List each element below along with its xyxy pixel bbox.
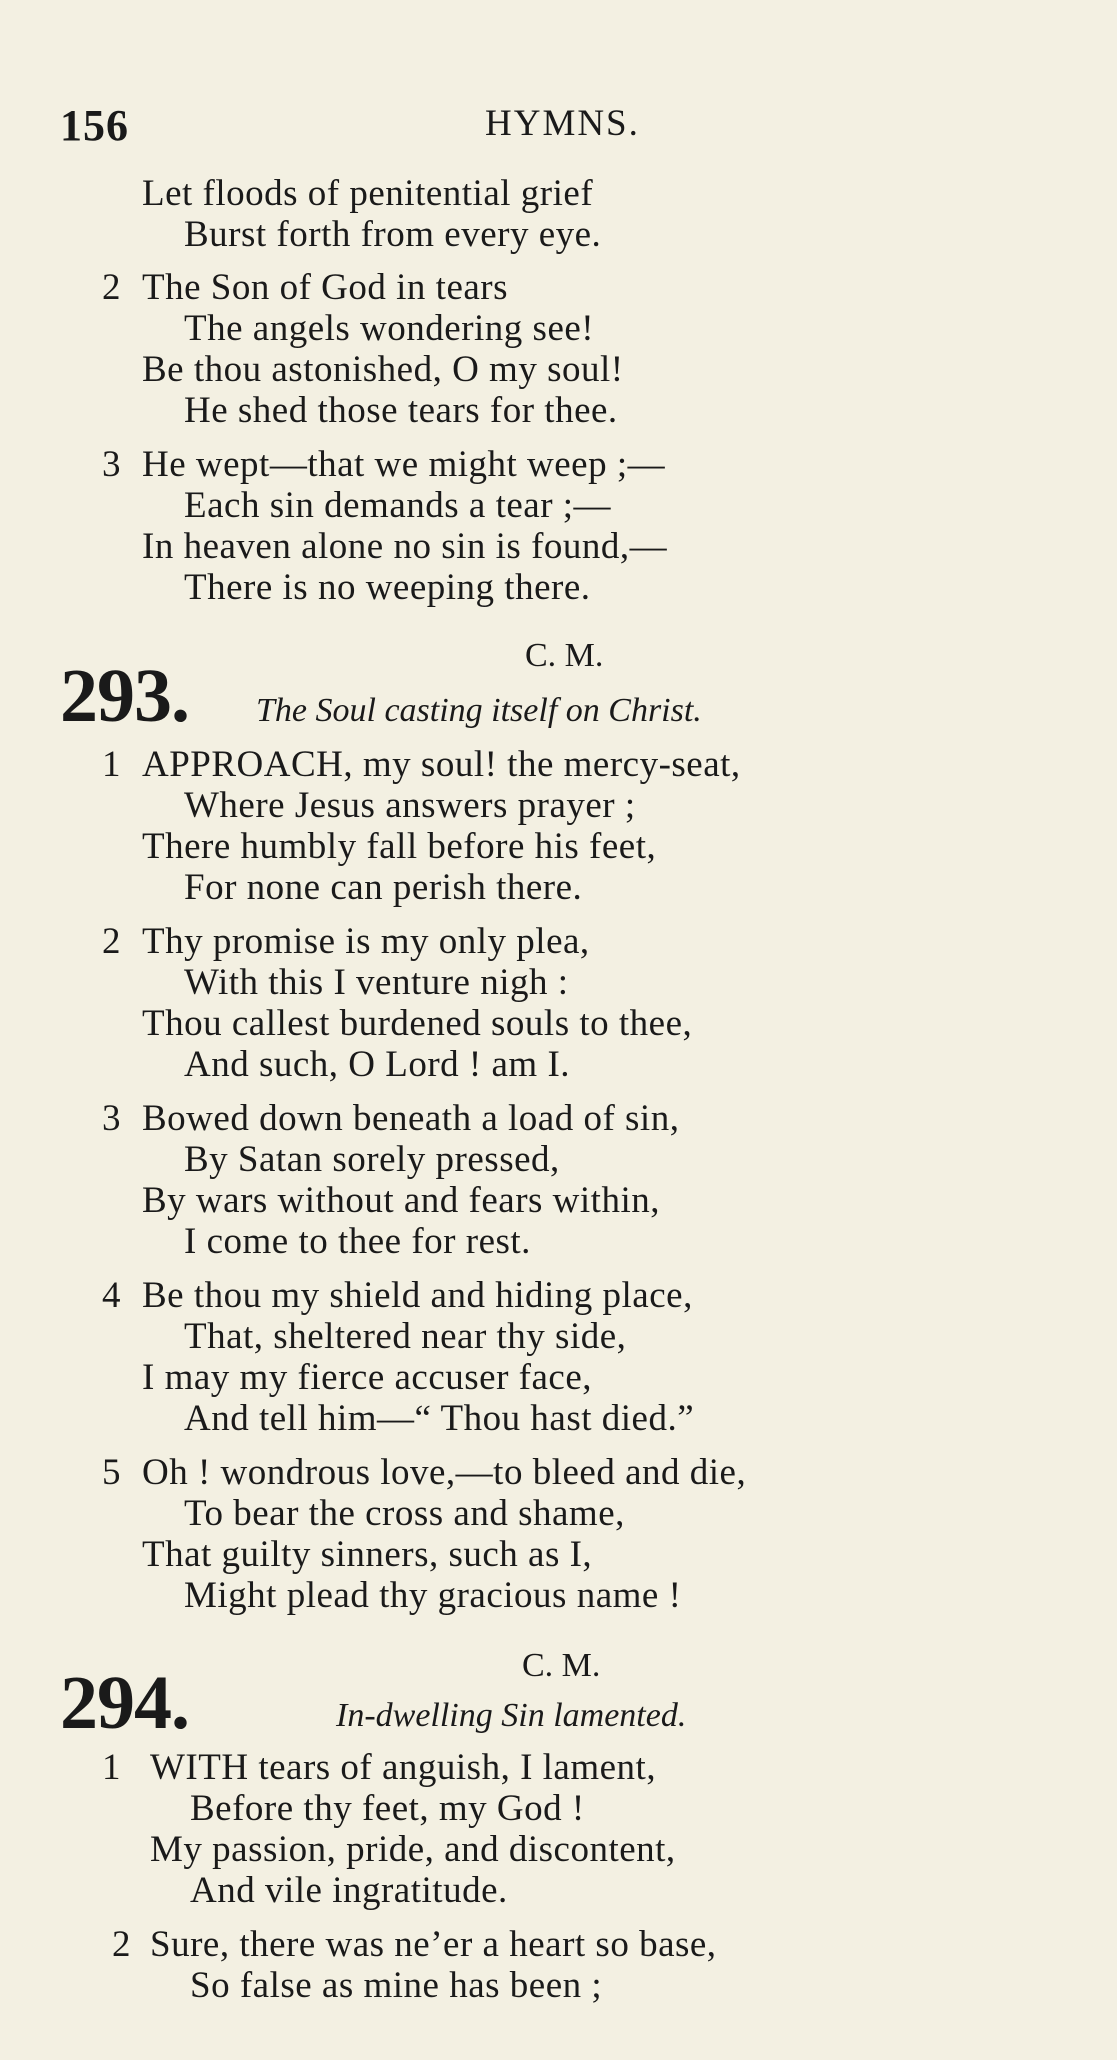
- verse-line: Thy promise is my only plea,: [142, 921, 590, 962]
- verse-line: Before thy feet, my God !: [190, 1788, 585, 1829]
- verse-line: By wars without and fears within,: [142, 1180, 660, 1221]
- verse-line: To bear the cross and shame,: [184, 1493, 625, 1534]
- verse-line: And tell him—“ Thou hast died.”: [184, 1398, 695, 1439]
- verse-line: He shed those tears for thee.: [184, 390, 618, 431]
- verse-number: 3: [102, 1098, 121, 1139]
- hymn-number: 293.: [60, 654, 189, 738]
- verse-line: So false as mine has been ;: [190, 1965, 603, 2006]
- hymn-number: 294.: [60, 1661, 189, 1745]
- hymn-title: The Soul casting itself on Christ.: [256, 692, 702, 729]
- hymn-meter: C. M.: [522, 1647, 601, 1684]
- verse-line: He wept—that we might weep ;—: [142, 444, 666, 485]
- running-head: HYMNS.: [485, 103, 640, 144]
- verse-line: There is no weeping there.: [184, 567, 591, 608]
- verse-line: Burst forth from every eye.: [184, 214, 602, 255]
- verse-line: In heaven alone no sin is found,—: [142, 526, 668, 567]
- verse-number: 2: [102, 267, 121, 308]
- verse-number: 1: [102, 1747, 121, 1788]
- verse-line: With this I venture nigh :: [184, 962, 569, 1003]
- page-number: 156: [60, 101, 129, 150]
- verse-line: That, sheltered near thy side,: [184, 1316, 627, 1357]
- verse-line: Bowed down beneath a load of sin,: [142, 1098, 680, 1139]
- verse-line: And such, O Lord ! am I.: [184, 1044, 571, 1085]
- verse-line: The Son of God in tears: [142, 267, 509, 308]
- verse-line: For none can perish there.: [184, 867, 583, 908]
- verse-line: Let floods of penitential grief: [142, 173, 594, 214]
- verse-line: I come to thee for rest.: [184, 1221, 531, 1262]
- verse-number: 2: [102, 921, 121, 962]
- verse-line: APPROACH, my soul! the mercy-seat,: [142, 744, 741, 785]
- verse-line: My passion, pride, and discontent,: [150, 1829, 676, 1870]
- verse-number: 3: [102, 444, 121, 485]
- verse-line: Might plead thy gracious name !: [184, 1575, 682, 1616]
- verse-number: 5: [102, 1452, 121, 1493]
- verse-line: Be thou my shield and hiding place,: [142, 1275, 693, 1316]
- verse-number: 2: [112, 1924, 131, 1965]
- verse-line: I may my fierce accuser face,: [142, 1357, 592, 1398]
- verse-line: WITH tears of anguish, I lament,: [150, 1747, 657, 1788]
- verse-line: And vile ingratitude.: [190, 1870, 508, 1911]
- verse-line: By Satan sorely pressed,: [184, 1139, 560, 1180]
- verse-line: Be thou astonished, O my soul!: [142, 349, 624, 390]
- verse-line: That guilty sinners, such as I,: [142, 1534, 593, 1575]
- hymn-meter: C. M.: [525, 637, 604, 674]
- verse-number: 1: [102, 744, 121, 785]
- page-header: [60, 100, 960, 150]
- verse-line: Oh ! wondrous love,—to bleed and die,: [142, 1452, 747, 1493]
- verse-line: Each sin demands a tear ;—: [184, 485, 612, 526]
- hymn-title: In-dwelling Sin lamented.: [336, 1697, 687, 1734]
- verse-line: Sure, there was ne’er a heart so base,: [150, 1924, 717, 1965]
- verse-line: Thou callest burdened souls to thee,: [142, 1003, 693, 1044]
- verse-number: 4: [102, 1275, 121, 1316]
- verse-line: There humbly fall before his feet,: [142, 826, 657, 867]
- verse-line: Where Jesus answers prayer ;: [184, 785, 636, 826]
- verse-line: The angels wondering see!: [184, 308, 595, 349]
